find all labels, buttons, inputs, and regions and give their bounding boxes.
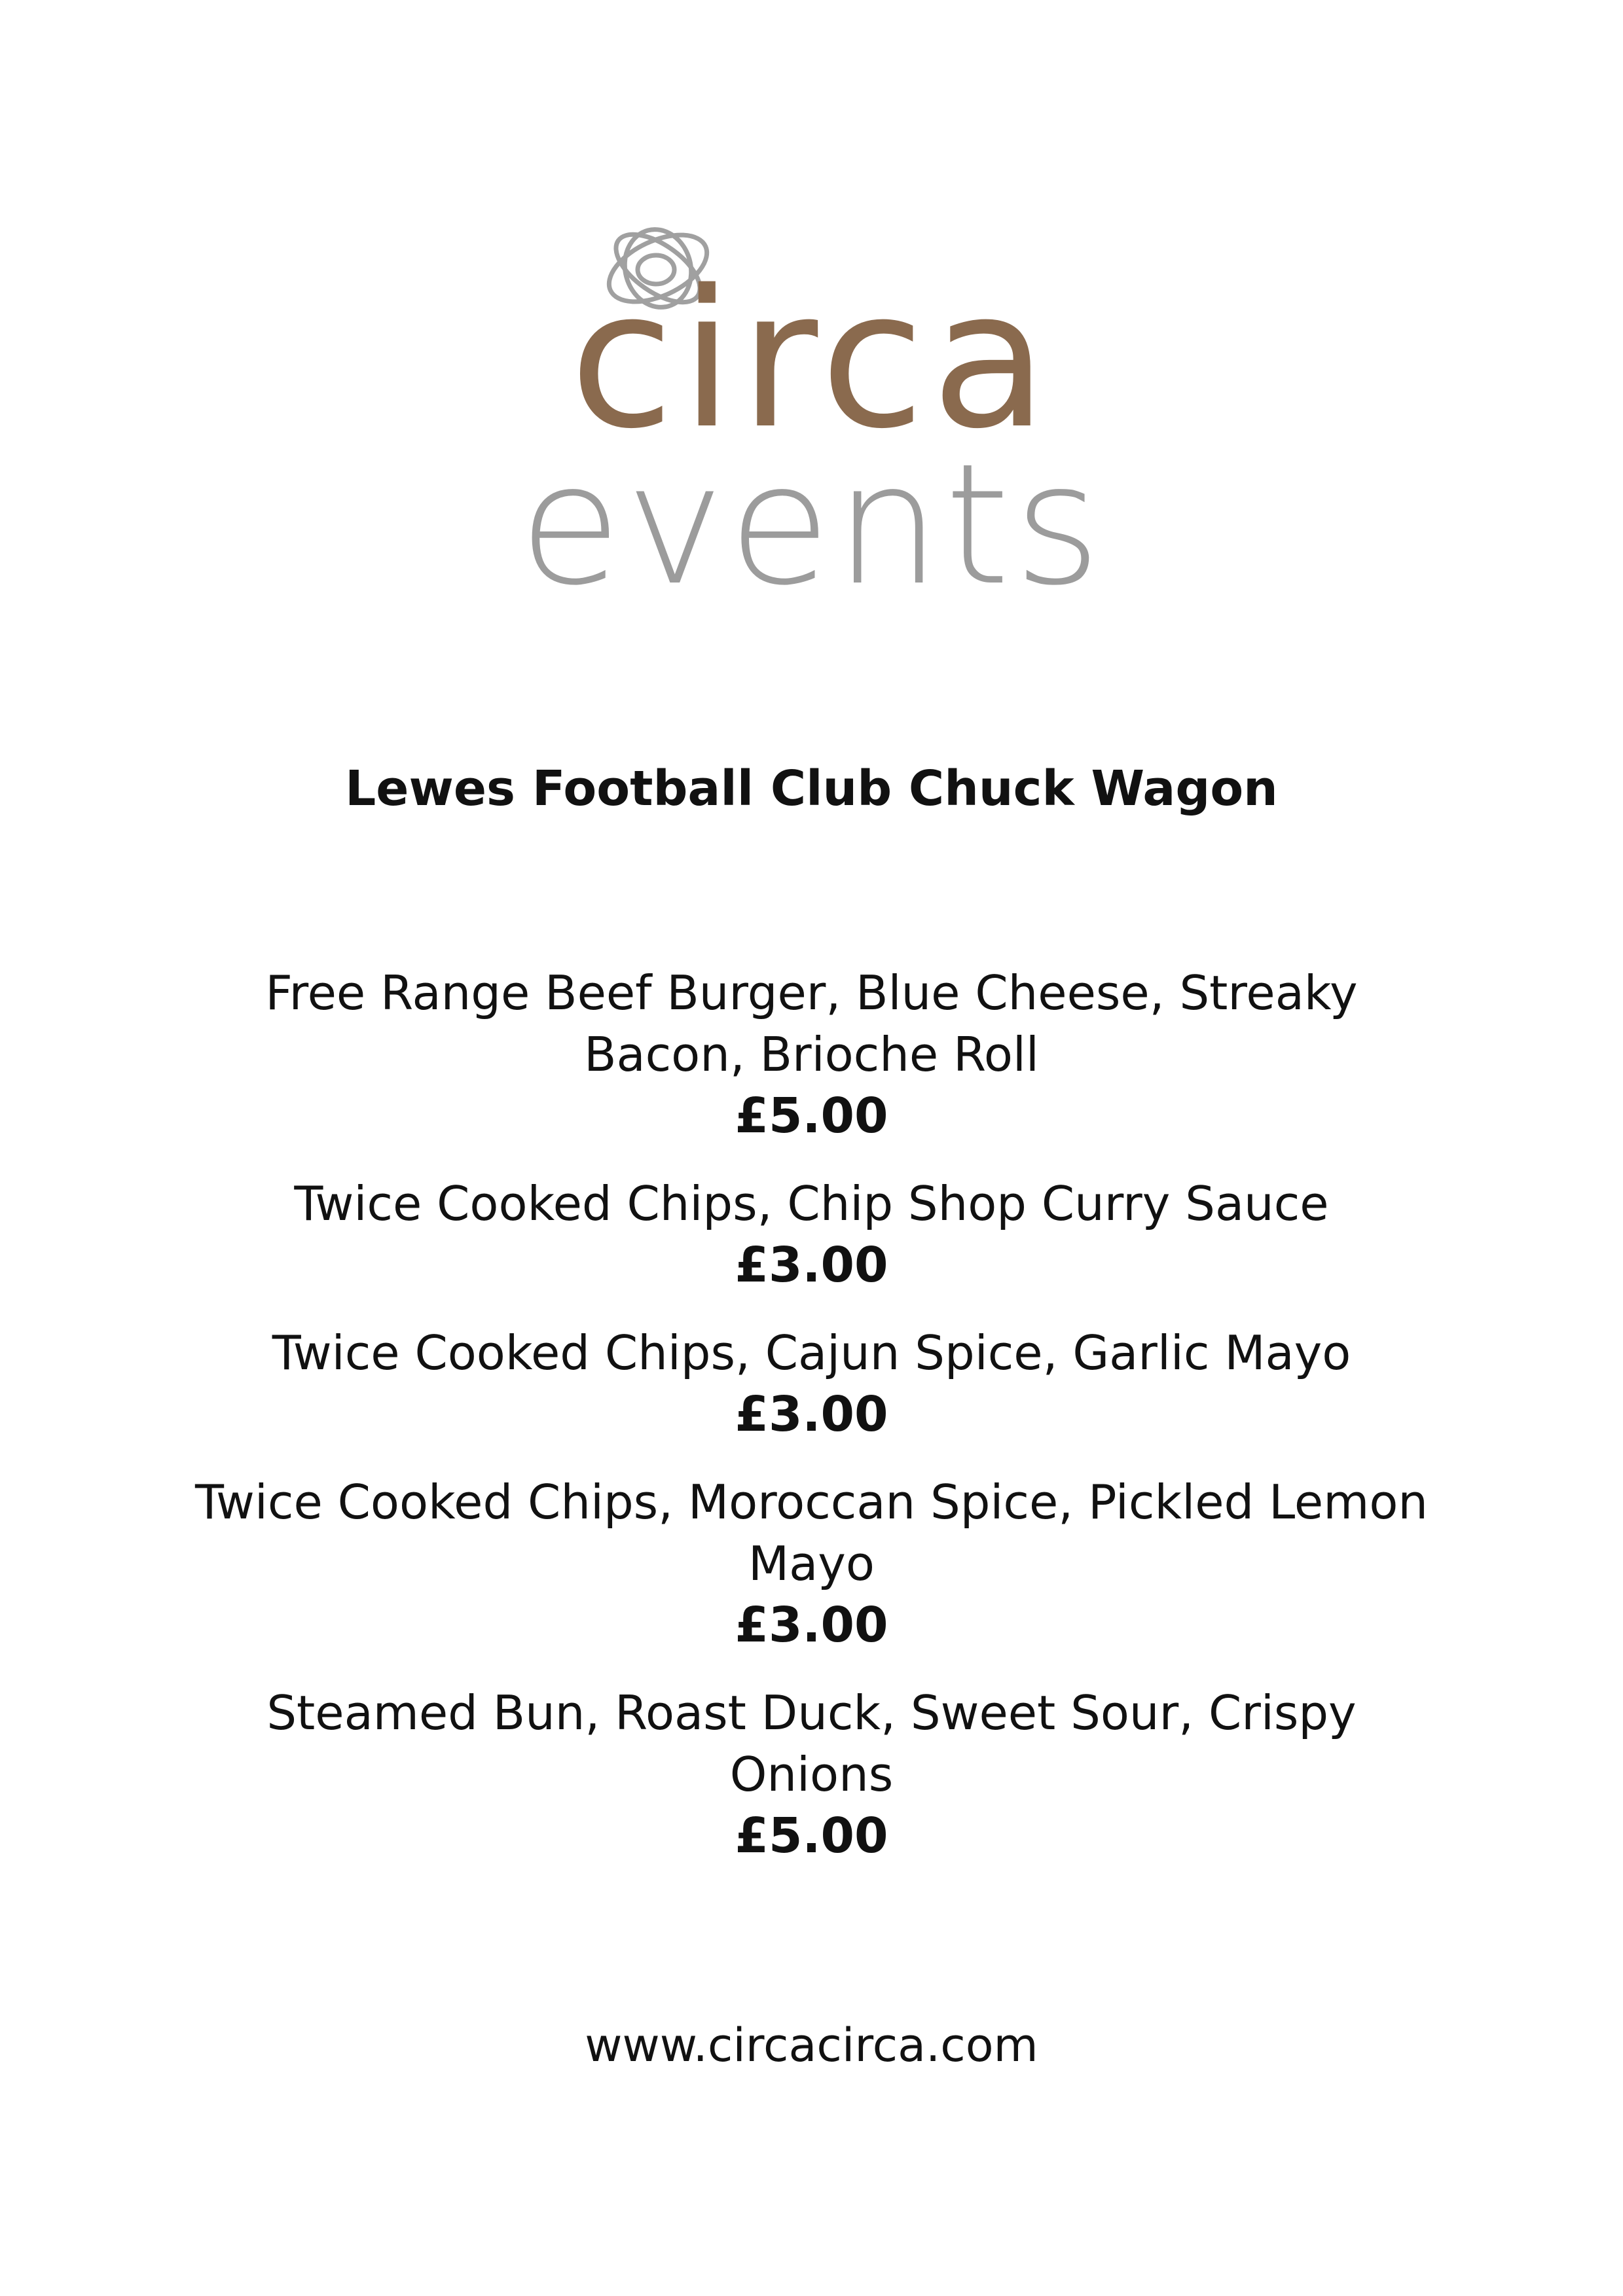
- menu: [0, 753, 1623, 1893]
- logo-word-events: events: [518, 428, 1105, 622]
- menu-item-name: Twice Cooked Chips, Moroccan Spice, Pickled Lemon Mayo: [194, 1475, 1429, 1591]
- menu-list: [0, 962, 1623, 1867]
- menu-item: [0, 1471, 1623, 1656]
- menu-item-name: Free Range Beef Burger, Blue Cheese, Streaky Bacon, Brioche Roll: [265, 965, 1358, 1082]
- menu-item: [0, 1322, 1623, 1445]
- menu-item: [0, 1173, 1623, 1296]
- logo-graphic: [484, 223, 1139, 628]
- menu-item-name: Twice Cooked Chips, Cajun Spice, Garlic Mayo: [272, 1325, 1351, 1380]
- menu-item-price: £3.00: [735, 1386, 888, 1443]
- website-link[interactable]: www.circacirca.com: [585, 2018, 1038, 2072]
- menu-item-price: £3.00: [735, 1237, 888, 1293]
- menu-title: Lewes Football Club Chuck Wagon: [345, 761, 1278, 817]
- menu-item-price: £5.00: [735, 1088, 888, 1144]
- menu-item: [0, 1682, 1623, 1867]
- menu-item-price: £5.00: [735, 1808, 888, 1864]
- menu-item: [0, 962, 1623, 1147]
- logo-word-circa: circa: [569, 250, 1054, 471]
- circa-events-logo: [0, 223, 1623, 628]
- menu-item-price: £3.00: [735, 1597, 888, 1653]
- menu-item-name: Twice Cooked Chips, Chip Shop Curry Sauce: [294, 1176, 1329, 1231]
- menu-item-name: Steamed Bun, Roast Duck, Sweet Sour, Crispy Onions: [266, 1685, 1357, 1802]
